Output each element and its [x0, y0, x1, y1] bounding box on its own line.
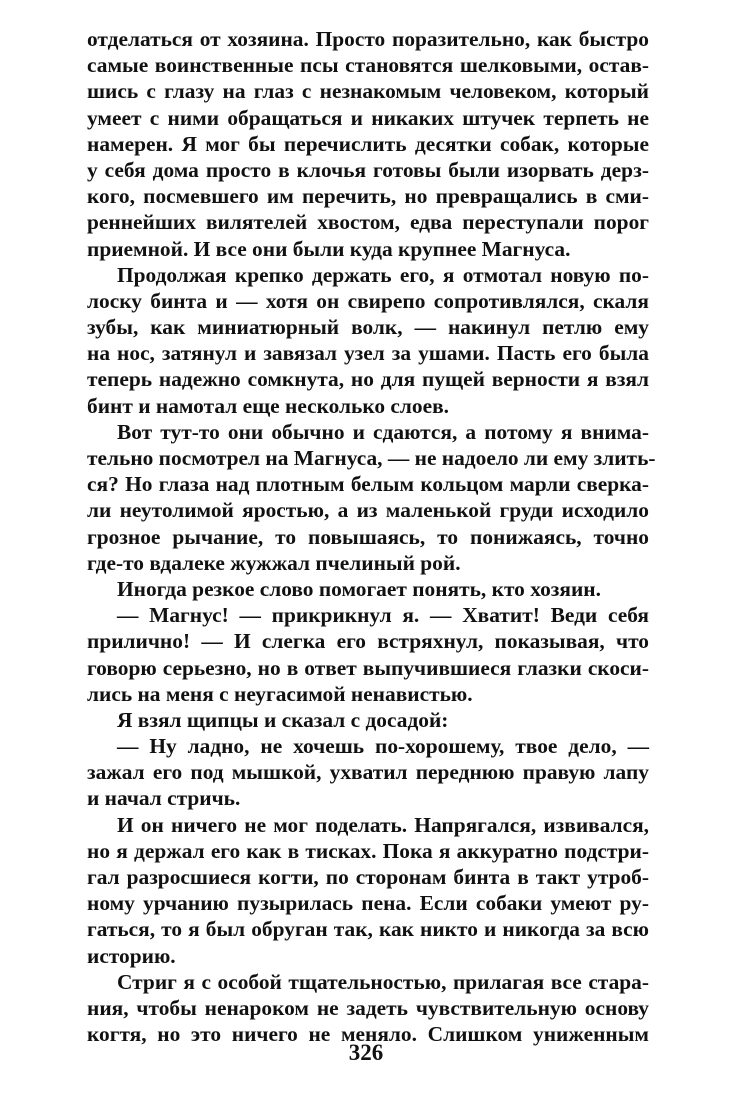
paragraph: [87, 733, 649, 812]
text-line: гаться, то я был обруган так, как никто и никогда за всю: [87, 917, 649, 942]
text-line: говорю серьезно, но в ответ выпучившиеся глазки скоси-: [87, 655, 649, 680]
text-line: Иногда резкое слово помогает понять, кто хозяин.: [117, 576, 601, 601]
text-line: у себя дома просто в клочья готовы были изорвать дерз-: [87, 157, 649, 182]
text-line: ному урчанию пузырилась пена. Если собаки умеют ру-: [87, 891, 649, 916]
text-line: но я держал его как в тисках. Пока я аккуратно подстри-: [87, 838, 649, 863]
text-line: гал разросшиеся когти, по сторонам бинта в такт утроб-: [87, 865, 649, 889]
text-line: зажал его под мышкой, ухватил переднюю правую лапу: [87, 760, 649, 785]
paragraph: [87, 262, 649, 419]
text-line: шись с глазу на глаз с незнакомым человеком, который: [87, 79, 649, 104]
text-line: умеет с ними обращаться и никаких штучек терпеть не: [87, 105, 649, 130]
text-line: реннейших вилятелей хвостом, едва переступали порог: [87, 210, 649, 235]
text-line: ния, чтобы ненароком не задеть чувствительную основу: [87, 995, 649, 1020]
text-line: намерен. Я мог бы перечислить десятки собак, которые: [87, 131, 649, 156]
paragraph: [87, 602, 649, 707]
text-line: отделаться от хозяина. Просто поразительно, как быстро: [87, 27, 649, 51]
paragraph: [87, 26, 649, 262]
text-line: зубы, как миниатюрный волк, — накинул петлю ему: [87, 315, 649, 340]
page-body-text: [87, 26, 656, 1047]
text-line: Продолжая крепко держать его, я отмотал новую по-: [117, 262, 649, 287]
text-line: Вот тут-то они обычно и сдаются, а потому я внима-: [117, 419, 649, 444]
text-line: лоску бинта и — хотя он свирепо сопротивлялся, скаля: [87, 288, 649, 313]
text-line: И он ничего не мог поделать. Напрягался, извивался,: [117, 812, 649, 837]
text-line: на нос, затянул и завязал узел за ушами. Пасть его была: [87, 341, 649, 366]
text-line: приемной. И все они были куда крупнее Магнуса.: [87, 236, 571, 261]
paragraph: [87, 419, 656, 576]
paragraph: [87, 969, 649, 1048]
text-line: самые воинственные псы становятся шелковыми, остав-: [87, 53, 649, 78]
text-line: — Магнус! — прикрикнул я. — Хватит! Веди себя: [117, 603, 649, 628]
page-number: 326: [348, 1040, 384, 1065]
text-line: кого, посмевшего им перечить, но превращались в сми-: [87, 184, 649, 209]
text-line: прилично! — И слегка его встряхнул, показывая, что: [87, 629, 649, 654]
paragraph: [87, 576, 649, 602]
text-line: теперь надежно сомкнута, но для пущей верности я взял: [87, 367, 649, 392]
text-line: лись на меня с неугасимой ненавистью.: [87, 681, 473, 706]
text-line: бинт и намотал еще несколько слоев.: [87, 393, 450, 418]
text-line: и начал стричь.: [87, 786, 241, 811]
text-line: Стриг я с особой тщательностью, прилагая все стара-: [117, 969, 649, 994]
text-line: — Ну ладно, не хочешь по-хорошему, твое дело, —: [117, 734, 649, 759]
text-line: ли неутолимой яростью, а из маленькой груди исходило: [87, 498, 649, 523]
text-line: грозное рычание, то повышаясь, то понижаясь, точно: [87, 524, 649, 549]
paragraph: [87, 812, 649, 969]
text-line: историю.: [87, 943, 176, 968]
text-line: когтя, но это ничего не меняло. Слишком униженным: [87, 1022, 649, 1047]
text-line: тельно посмотрел на Магнуса, — не надоело ли ему злить-: [87, 446, 656, 470]
text-line: где-то вдалеке жужжал пчелиный рой.: [87, 550, 461, 575]
text-line: ся? Но глаза над плотным белым кольцом марли сверка-: [87, 472, 649, 497]
paragraph: [87, 707, 649, 733]
text-line: Я взял щипцы и сказал с досадой:: [117, 707, 449, 732]
